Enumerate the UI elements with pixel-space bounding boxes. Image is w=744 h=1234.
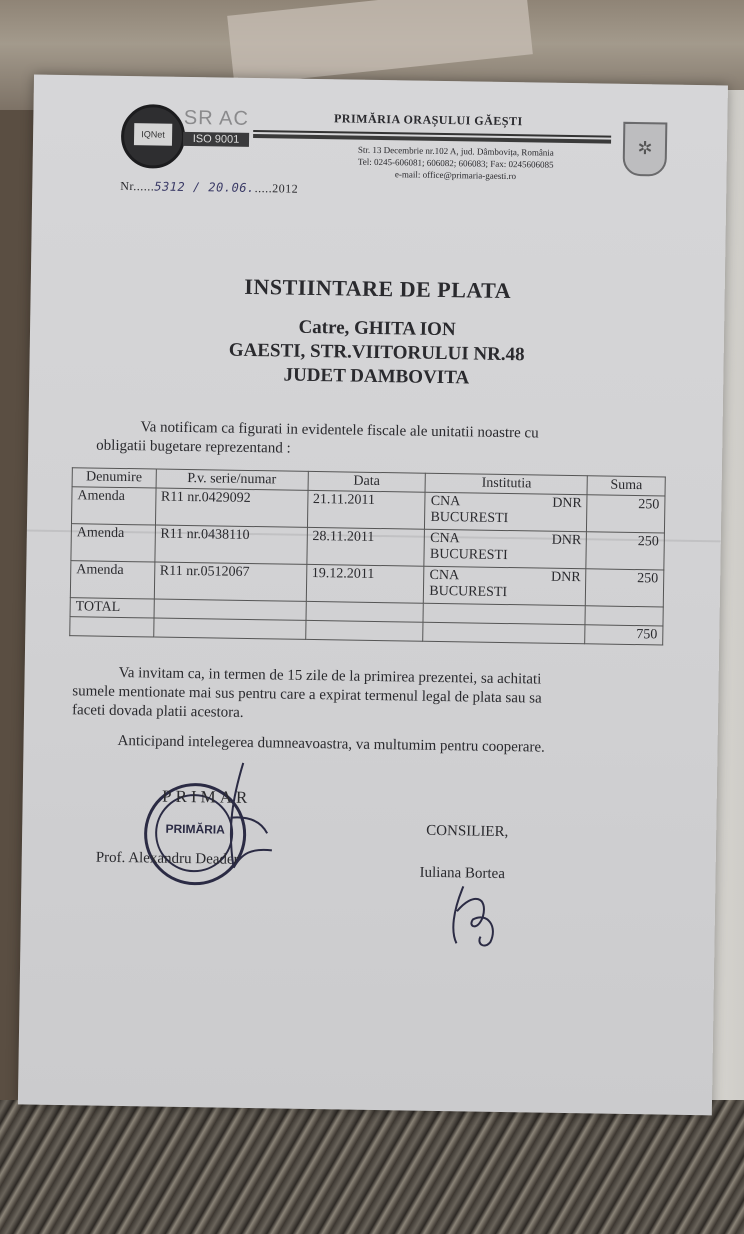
- cell-institutia: [424, 529, 587, 569]
- intro-line-2: obligatii bugetare reprezentand :: [96, 437, 291, 457]
- mayor-signature: [171, 757, 283, 879]
- cell-suma: 250: [586, 532, 664, 570]
- registration-handwritten: 5312 / 20.06.: [154, 179, 255, 196]
- cell-denumire: Amenda: [71, 487, 155, 525]
- background-table-bottom: [0, 1100, 744, 1234]
- institution-name: PRIMĂRIA ORAȘULUI GĂEȘTI: [333, 111, 523, 129]
- cell-pv: R11 nr.0512067: [154, 562, 307, 601]
- closing-line: Anticipand intelegerea dumneavoastra, va multumim pentru cooperare.: [117, 732, 546, 756]
- cell-institutia: [425, 492, 588, 532]
- invite-line-2: sumele mentionate mai sus pentru care a expirat termenul legal de plata sau sa: [72, 683, 542, 707]
- header-denumire: Denumire: [72, 468, 156, 488]
- registration-year: 2012: [272, 181, 299, 196]
- cell-data: 28.11.2011: [306, 527, 424, 566]
- header-data: Data: [308, 471, 426, 492]
- recipient-address: GAESTI, STR.VIITORULUI NR.48: [228, 339, 525, 366]
- inst-cna: CNA: [430, 493, 461, 510]
- document-title: INSTIINTARE DE PLATA: [244, 273, 512, 304]
- iso-logo-text: ISO 9001: [183, 132, 249, 147]
- inst-city: BUCURESTI: [430, 509, 509, 527]
- cell-denumire: Amenda: [71, 524, 155, 562]
- document-sheet: [18, 75, 728, 1116]
- recipient-name: Catre, GHITA ION: [298, 316, 456, 341]
- inst-cna: CNA: [430, 530, 460, 547]
- iqnet-certification-logo: [121, 104, 186, 169]
- consilier-name: Iuliana Bortea: [419, 864, 506, 883]
- intro-line-1: Va notificam ca figurati in evidentele fiscale ale unitatii noastre cu: [140, 419, 539, 442]
- email-line: e-mail: office@primaria-gaesti.ro: [394, 169, 517, 182]
- cell-suma: 250: [587, 495, 665, 533]
- header-institutia: Institutia: [425, 473, 587, 495]
- mayor-name: Prof. Alexandru Deader: [95, 849, 239, 868]
- registration-prefix: Nr.: [120, 178, 137, 194]
- registration-number: Nr......5312 / 20.06......2012: [120, 178, 299, 196]
- payment-invite-paragraph: [72, 663, 667, 729]
- recipient-county: JUDET DAMBOVITA: [283, 364, 470, 389]
- cell-suma: 250: [586, 569, 664, 607]
- total-value: 750: [585, 625, 663, 645]
- cell-data: 19.12.2011: [306, 564, 424, 603]
- inst-cna: CNA: [429, 567, 460, 584]
- cell-institutia: [424, 566, 587, 606]
- town-crest-icon: ✲: [623, 122, 668, 177]
- mayor-title: PRIMAR: [161, 786, 252, 808]
- total-label: TOTAL: [70, 598, 154, 618]
- cell-data: 21.11.2011: [307, 490, 425, 529]
- inst-dnr: DNR: [550, 569, 581, 586]
- institution-contact: [300, 143, 611, 184]
- header-pv: P.v. serie/numar: [156, 469, 308, 490]
- srac-iso-logo: [183, 107, 250, 162]
- iqnet-logo-text: IQNet: [134, 123, 172, 146]
- consilier-title: CONSILIER,: [426, 822, 509, 841]
- invite-line-3: faceti dovada platii acestora.: [71, 702, 244, 721]
- intro-paragraph: [96, 418, 675, 465]
- inst-dnr: DNR: [551, 532, 582, 549]
- srac-logo-text: SR AC: [183, 106, 250, 130]
- inst-city: BUCURESTI: [429, 546, 508, 564]
- address-line: Str. 13 Decembrie nr.102 A, jud. Dâmbovița, România: [357, 144, 554, 158]
- invite-line-1: Va invitam ca, in termen de 15 zile de la primirea prezentei, sa achitati: [118, 664, 542, 688]
- cell-denumire: Amenda: [70, 561, 154, 599]
- stamp-center-text: PRIMĂRIA: [165, 821, 225, 837]
- consilier-signature: [442, 881, 513, 952]
- cell-pv: R11 nr.0438110: [154, 525, 307, 564]
- cell-pv: R11 nr.0429092: [155, 488, 308, 527]
- fines-table: [69, 467, 666, 645]
- inst-dnr: DNR: [552, 495, 582, 512]
- phone-line: Tel: 0245-606081; 606082; 606083; Fax: 0245606085: [357, 156, 554, 170]
- header-suma: Suma: [587, 476, 665, 496]
- inst-city: BUCURESTI: [429, 583, 508, 601]
